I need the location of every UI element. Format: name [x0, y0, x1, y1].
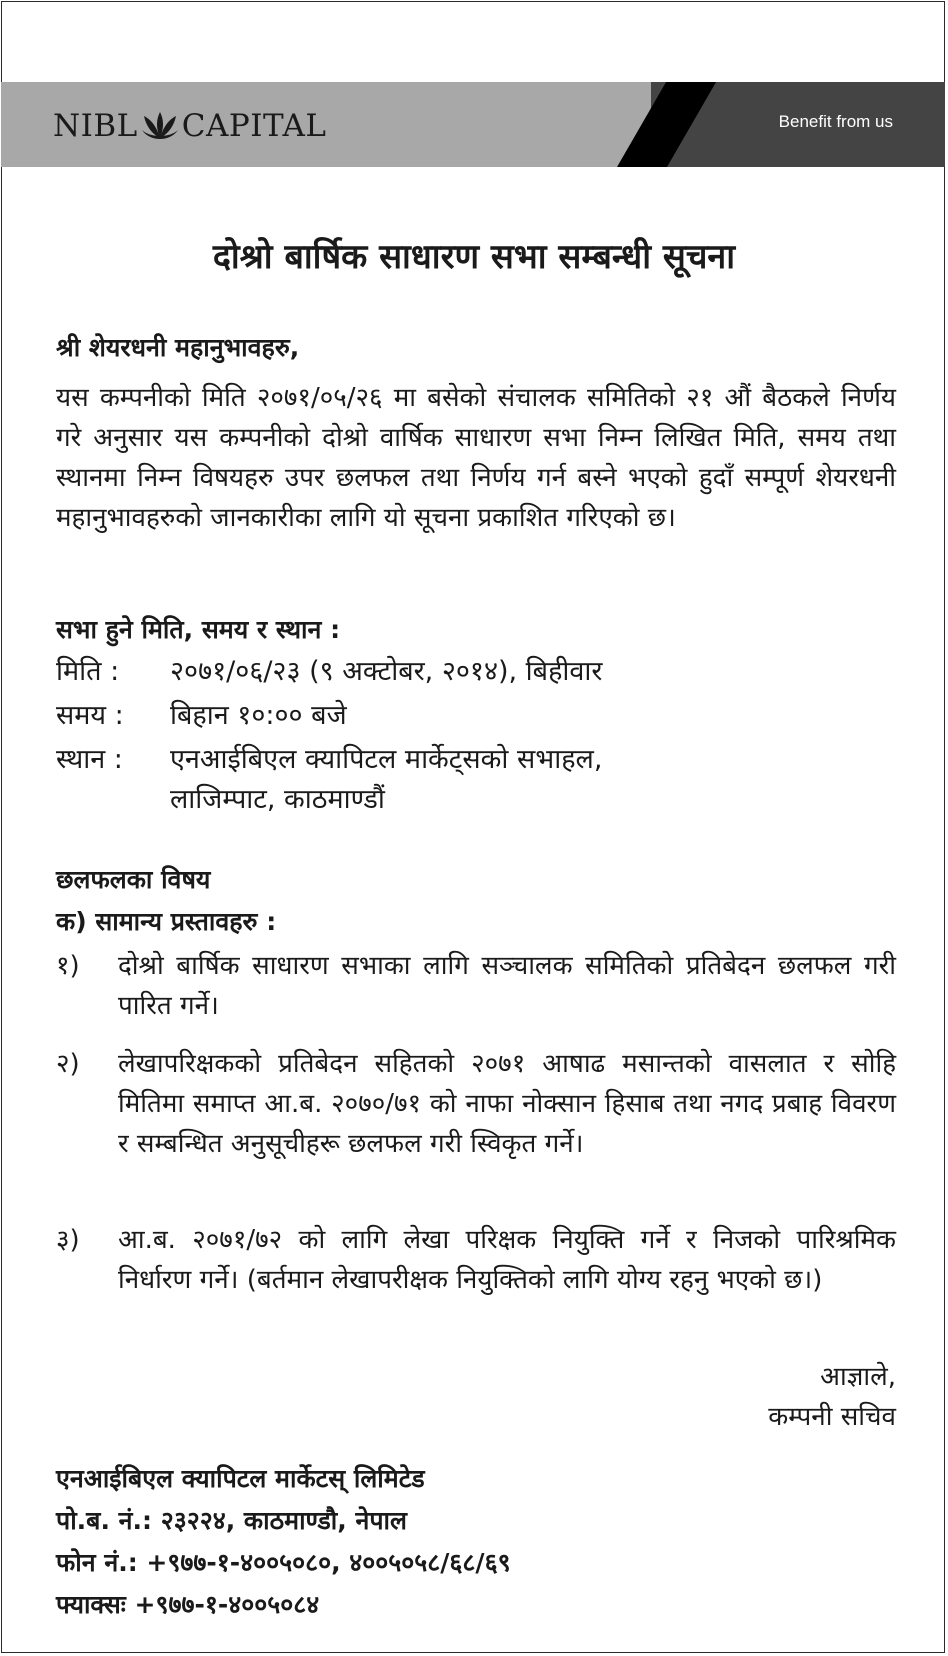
fax-number: फ्याक्सः +९७७-१-४००५०८४: [56, 1590, 320, 1619]
po-box: पो.ब. नं.: २३२२४, काठमाण्डौ, नेपाल: [56, 1506, 407, 1535]
company-name: एनआईबिएल क्यापिटल मार्केटस् लिमिटेड: [56, 1464, 425, 1493]
signature-block: [768, 1357, 896, 1437]
company-footer: [56, 1458, 511, 1626]
meeting-place-row: [56, 740, 890, 820]
time-value: बिहान १०:०० बजे: [170, 700, 347, 731]
agenda-item-text: दोश्रो बार्षिक साधारण सभाका लागि सञ्चालक समितिको प्रतिबेदन छलफल गरी पारित गर्ने।: [118, 951, 896, 1021]
logo-text-left: NIBL: [53, 108, 138, 144]
place-line-1: एनआईबिएल क्यापिटल मार्केट्सको सभाहल,: [170, 744, 603, 775]
date-label: मिति :: [56, 656, 120, 687]
time-label: समय :: [56, 700, 124, 731]
place-value: [170, 740, 890, 820]
agenda-item: [56, 1044, 896, 1164]
agenda-item-text: आ.ब. २०७१/७२ को लागि लेखा परिक्षक नियुक्ति गर्ने र निजको पारिश्रमिक निर्धारण गर्ने। (बर्तमान लेखापरीक्षक नियुक्तिको लागि योग्य रहनु भएको छ।): [118, 1225, 896, 1295]
meeting-date-row: [56, 652, 890, 692]
agenda-item-number: १): [56, 951, 80, 981]
agenda-item: [56, 1220, 896, 1300]
agenda-subheading: क) सामान्य प्रस्तावहरु :: [56, 907, 277, 936]
phone-number: फोन नं.: +९७७-१-४००५०८०, ४००५०५८/६८/६९: [56, 1548, 511, 1577]
agenda-item-number: ३): [56, 1225, 80, 1255]
date-value: २०७१/०६/२३ (९ अक्टोबर, २०१४), बिहीवार: [170, 656, 603, 687]
company-logo: [53, 106, 326, 146]
agenda-item-text: लेखापरिक्षकको प्रतिबेदन सहितको २०७१ आषाढ मसान्तको वासलात र सोहि मितिमा समाप्त आ.ब. २०७०/७१ को नाफा नोक्सान हिसाब तथा नगद प्रबाह विवरण र सम्बन्धित अनुसूचीहरू छलफल गरी स्विकृत गर्ने।: [118, 1049, 896, 1159]
signature-line-1: आज्ञाले,: [820, 1362, 896, 1392]
intro-paragraph: यस कम्पनीको मिति २०७१/०५/२६ मा बसेको संचालक समितिको २१ औं बैठकले निर्णय गरे अनुसार यस कम्पनीको दोश्रो वार्षिक साधारण सभा निम्न लिखित मिति, समय तथा स्थानमा निम्न विषयहरु उपर छलफल तथा निर्णय गर्न बस्ने भएको हुदाँ सम्पूर्ण शेयरधनी महानुभावहरुको जानकारीका लागि यो सूचना प्रकाशित गरिएको छ।: [56, 383, 896, 533]
meeting-heading: सभा हुने मिति, समय र स्थान :: [56, 615, 341, 644]
place-label: स्थान :: [56, 744, 123, 775]
meeting-time-row: [56, 696, 890, 736]
logo-text-right: CAPITAL: [181, 108, 327, 144]
agenda-heading: छलफलका विषय: [56, 865, 211, 894]
tagline: Benefit from us: [778, 112, 893, 131]
salutation: श्री शेयरधनी महानुभावहरु,: [56, 333, 300, 362]
header-banner: [1, 82, 945, 167]
lotus-icon: [140, 108, 180, 144]
agenda-item: [56, 946, 896, 1026]
signature-line-2: कम्पनी सचिव: [768, 1402, 896, 1432]
notice-title: दोश्रो बार्षिक साधारण सभा सम्बन्धी सूचना: [212, 237, 736, 277]
place-line-2: लाजिम्पाट, काठमाण्डौं: [170, 784, 385, 815]
agenda-item-number: २): [56, 1049, 80, 1079]
